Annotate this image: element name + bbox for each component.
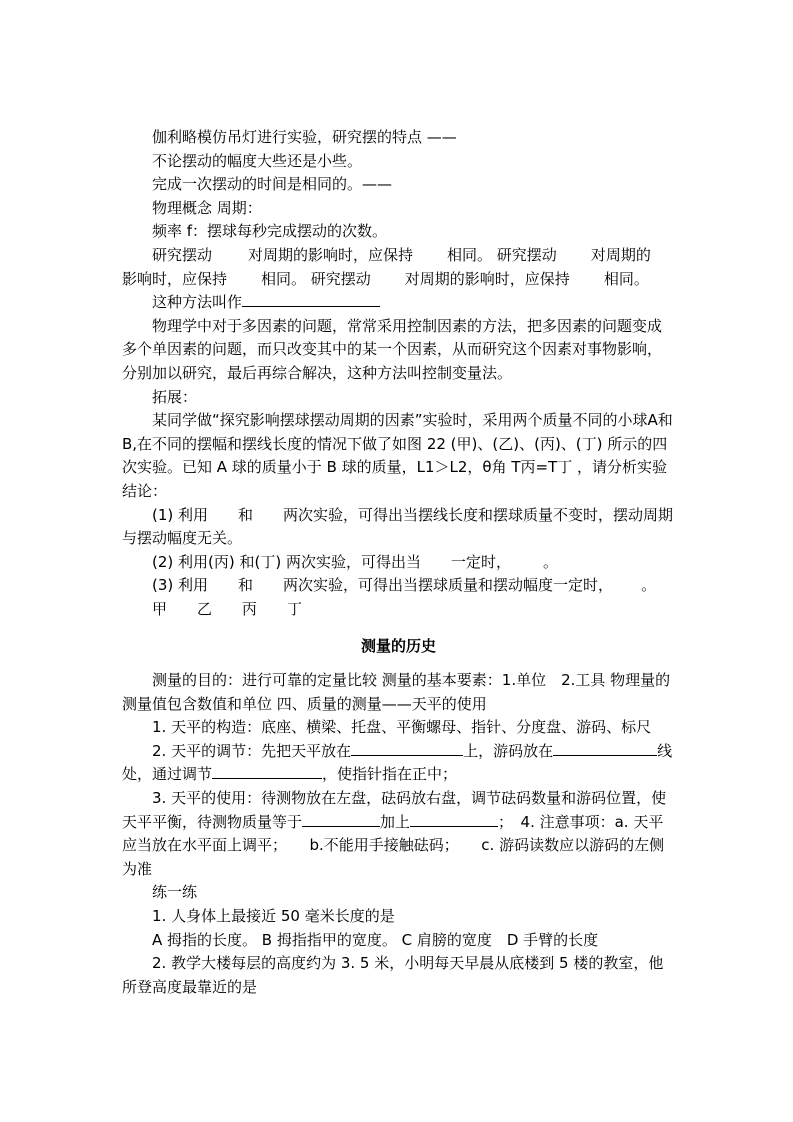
text-fragment: 相同。 xyxy=(603,269,649,288)
answer-blank xyxy=(212,764,322,779)
text-line xyxy=(122,197,675,221)
line-amplitude: 不论摆动的幅度大些还是小些。 xyxy=(152,151,363,170)
text-fragment: 两次实验，可得出当摆球质量和摆动幅度一定时， xyxy=(283,576,614,595)
text-fragment: 相同。 研究摆动 xyxy=(447,245,557,264)
text-fragment: ； 4. 注意事项：a. 天平应当放在水平面上调平； b.不能用手接触砝码； c. 游码读数应以游码的左侧为准 xyxy=(122,812,665,878)
text-fragment: 线处，通过调节 xyxy=(122,741,673,784)
exercise-1: 1. 人身体上最接近 50 毫米长度的是 xyxy=(152,907,395,925)
text-line xyxy=(122,150,675,174)
text-fragment: ，使指针指在正中； xyxy=(322,765,458,784)
text-fragment: 对周期的影响时，应保持 xyxy=(404,269,570,288)
section-title: 测量的历史 xyxy=(360,637,436,656)
text-fragment: (3) 利用 xyxy=(152,576,209,595)
question-2 xyxy=(122,551,675,575)
text-fragment: 上，游码放在 xyxy=(463,741,554,760)
text-fragment: 研究摆动 xyxy=(152,245,213,264)
text-fragment: (2) 利用(丙) 和(丁) 两次实验，可得出当 xyxy=(152,552,421,571)
measurement-paragraph: 测量的目的：进行可靠的定量比较 测量的基本要素：1.单位 2.工具 物理量的测量值包含数值和单位 四、质量的测量——天平的使用 xyxy=(122,671,671,713)
figure-label-b: 乙 xyxy=(197,599,213,618)
text-fragment: 。 xyxy=(641,576,657,595)
text-fragment: 3. 天平的使用：待测物放在左盘，砝码放右盘，调节砝码数量和游码位置，使天平平衡，待测物质量等于 xyxy=(122,789,667,831)
practice-label: 练一练 xyxy=(152,883,198,902)
text-fragment: 两次实验，可得出当摆线长度和摆球质量不变时，摆动周期与摆动幅度无关。 xyxy=(122,505,674,548)
balance-structure: 1. 天平的构造：底座、横梁、托盘、平衡螺母、指针、分度盘、游码、标尺 xyxy=(152,718,652,737)
text-fragment: 一定时， xyxy=(450,552,511,571)
figure-label-d: 丁 xyxy=(287,599,303,618)
answer-blank xyxy=(553,741,657,756)
text-line xyxy=(122,268,675,292)
text-fragment: 2. 天平的调节：先把天平放在 xyxy=(152,741,352,760)
text-fragment: 和 xyxy=(238,576,254,595)
text-fragment: 。 xyxy=(542,552,558,571)
text-line xyxy=(122,126,675,150)
text-line xyxy=(122,244,675,268)
text-fragment: 对周期的 xyxy=(590,245,651,264)
text-line xyxy=(122,220,675,244)
balance-usage xyxy=(122,787,675,881)
text-line xyxy=(122,173,675,197)
answer-blank xyxy=(242,292,380,307)
extension-label: 拓展： xyxy=(152,387,198,406)
text-line xyxy=(122,291,675,315)
document-body xyxy=(122,126,675,999)
line-period: 物理概念 周期： xyxy=(152,198,262,217)
balance-adjust xyxy=(122,740,675,787)
text-fragment: (1) 利用 xyxy=(152,505,209,524)
control-variable-paragraph: 物理学中对于多因素的问题，常常采用控制因素的方法，把多因素的问题变成多个单因素的问题，而只改变其中的某一个因素，从而研究这个因素对事物影响，分别加以研究，最后再综合解决，这种方法叫控制变量法。 xyxy=(122,316,663,382)
figure-labels xyxy=(122,598,675,622)
line-frequency: 频率 f：摆球每秒完成摆动的次数。 xyxy=(152,222,388,241)
exercise-2: 2. 教学大楼每层的高度约为 3. 5 米，小明每天早晨从底楼到 5 楼的教室，他所登高度最靠近的是 xyxy=(122,954,664,996)
answer-blank xyxy=(351,741,463,756)
question-1 xyxy=(122,504,675,551)
experiment-paragraph: 某同学做“探究影响摆球摆动周期的因素”实验时，采用两个质量不同的小球A和B,在不同的摆幅和摆线长度的情况下做了如图 22 (甲)、(乙)、(丙)、(丁) 所示的四次实验。已知 A 球的质量小于 B 球的质量，L1＞L2，θ角 T丙=T丁 ，请分析实验结论： xyxy=(122,411,673,500)
answer-blank xyxy=(410,812,498,827)
text-fragment: 这种方法叫作 xyxy=(152,293,243,312)
text-fragment: 对周期的影响时，应保持 xyxy=(248,245,414,264)
text-fragment: 和 xyxy=(238,505,254,524)
answer-blank xyxy=(302,812,380,827)
line-same-time: 完成一次摆动的时间是相同的。—— xyxy=(152,175,393,194)
text-fragment: 加上 xyxy=(380,812,411,831)
line-galileo: 伽利略模仿吊灯进行实验，研究摆的特点 —— xyxy=(152,128,457,146)
figure-label-c: 丙 xyxy=(242,599,258,618)
text-fragment: 影响时，应保持 xyxy=(122,269,228,288)
figure-label-a: 甲 xyxy=(152,599,168,618)
question-3 xyxy=(122,574,675,598)
text-fragment: 相同。 研究摆动 xyxy=(261,269,371,288)
exercise-1-options: A 拇指的长度。 B 拇指指甲的宽度。 C 肩膀的宽度 D 手臂的长度 xyxy=(152,930,599,949)
